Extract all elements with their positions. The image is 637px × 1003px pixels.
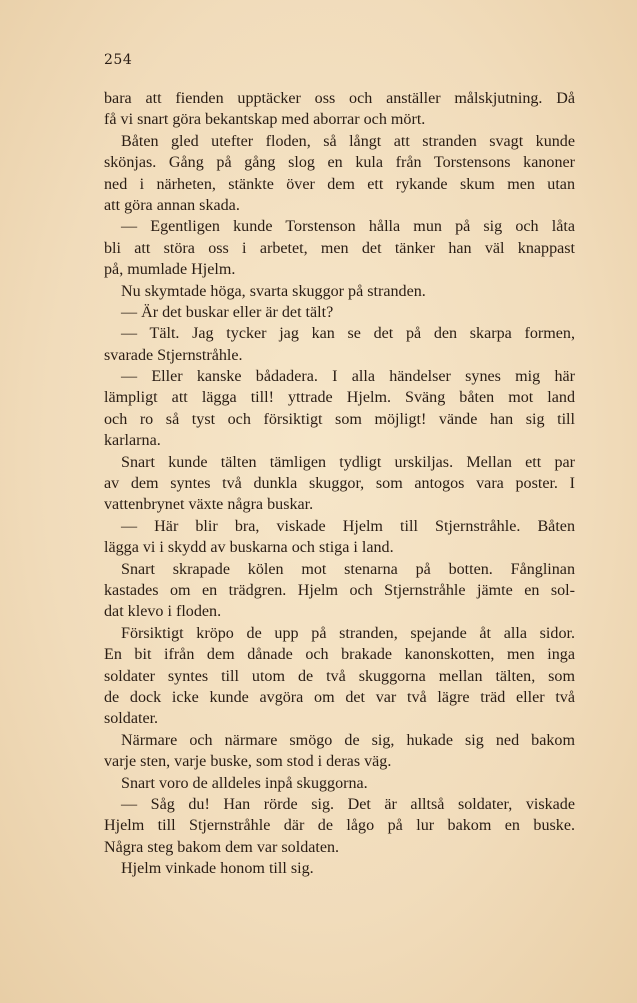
text-line: En bit ifrån dem dånade och brakade kanonskotten, men inga [104,646,575,664]
text-line: — Tält. Jag tycker jag kan se det på den skarpa formen, [121,325,575,343]
body-text [104,88,575,879]
text-line: Snart kunde tälten tämligen tydligt urskiljas. Mellan ett par [121,453,575,471]
text-line: — Såg du! Han rörde sig. Det är alltså soldater, viskade [121,795,575,813]
text-line: soldater syntes till utom de två skuggorna mellan tälten, som [104,667,575,685]
text-line: dat klevo i floden. [104,603,222,621]
text-line: svarade Stjernstråhle. [104,346,243,364]
text-line: Närmare och närmare smögo de sig, hukade sig ned bakom [121,731,575,749]
text-line: Försiktigt kröpo de upp på stranden, spejande åt alla sidor. [121,624,575,642]
text-line: soldater. [104,710,159,728]
text-line: ned i närheten, stänkte över dem ett rykande skum men utan [104,175,575,193]
text-line: — Eller kanske bådadera. I alla händelser synes mig här [121,368,575,386]
text-line: lämpligt att lägga till! yttrade Hjelm. Sväng båten mot land [104,389,575,407]
text-line: de dock icke kunde avgöra om det var två lägre träd eller två [104,688,575,706]
text-line: få vi snart göra bekantskap med aborrar och mört. [104,111,426,129]
text-line: Hjelm till Stjernstråhle där de lågo på lur bakom en buske. [104,817,575,835]
text-line: varje sten, varje buske, som stod i deras väg. [104,753,392,771]
text-line: — Är det buskar eller är det tält? [121,303,334,321]
text-line: Båten gled utefter floden, så långt att stranden svagt kunde [121,132,575,150]
text-line: att göra annan skada. [104,196,240,214]
text-line: och ro så tyst och försiktigt som möjligt! vände han sig till [104,410,575,428]
text-line: — Egentligen kunde Torstenson hålla mun på sig och låta [121,218,575,236]
text-line: på, mumlade Hjelm. [104,261,236,279]
text-line: Hjelm vinkade honom till sig. [121,860,314,878]
text-line: karlarna. [104,432,161,450]
page-number: 254 [104,52,133,68]
text-line: skönjas. Gång på gång slog en kula från Torstensons kanoner [104,154,575,172]
text-line: lägga vi i skydd av buskarna och stiga i land. [104,539,394,557]
text-line: vattenbrynet växte några buskar. [104,496,314,514]
text-line: Några steg bakom dem var soldaten. [104,838,340,856]
text-line: bli att störa oss i arbetet, men det tänker han väl knappast [104,239,575,257]
text-line: Snart skrapade kölen mot stenarna på botten. Fånglinan [121,560,575,578]
text-line: bara att fienden upptäcker oss och anställer målskjutning. Då [104,90,575,107]
text-line: Nu skymtade höga, svarta skuggor på stranden. [121,282,426,300]
text-line: Snart voro de alldeles inpå skuggorna. [121,774,368,792]
text-line: av dem syntes två dunkla skuggor, som antogos vara poster. I [104,475,575,493]
text-line: kastades om en trädgren. Hjelm och Stjernstråhle jämte en sol- [104,581,575,599]
text-line: — Här blir bra, viskade Hjelm till Stjernstråhle. Båten [121,517,575,535]
